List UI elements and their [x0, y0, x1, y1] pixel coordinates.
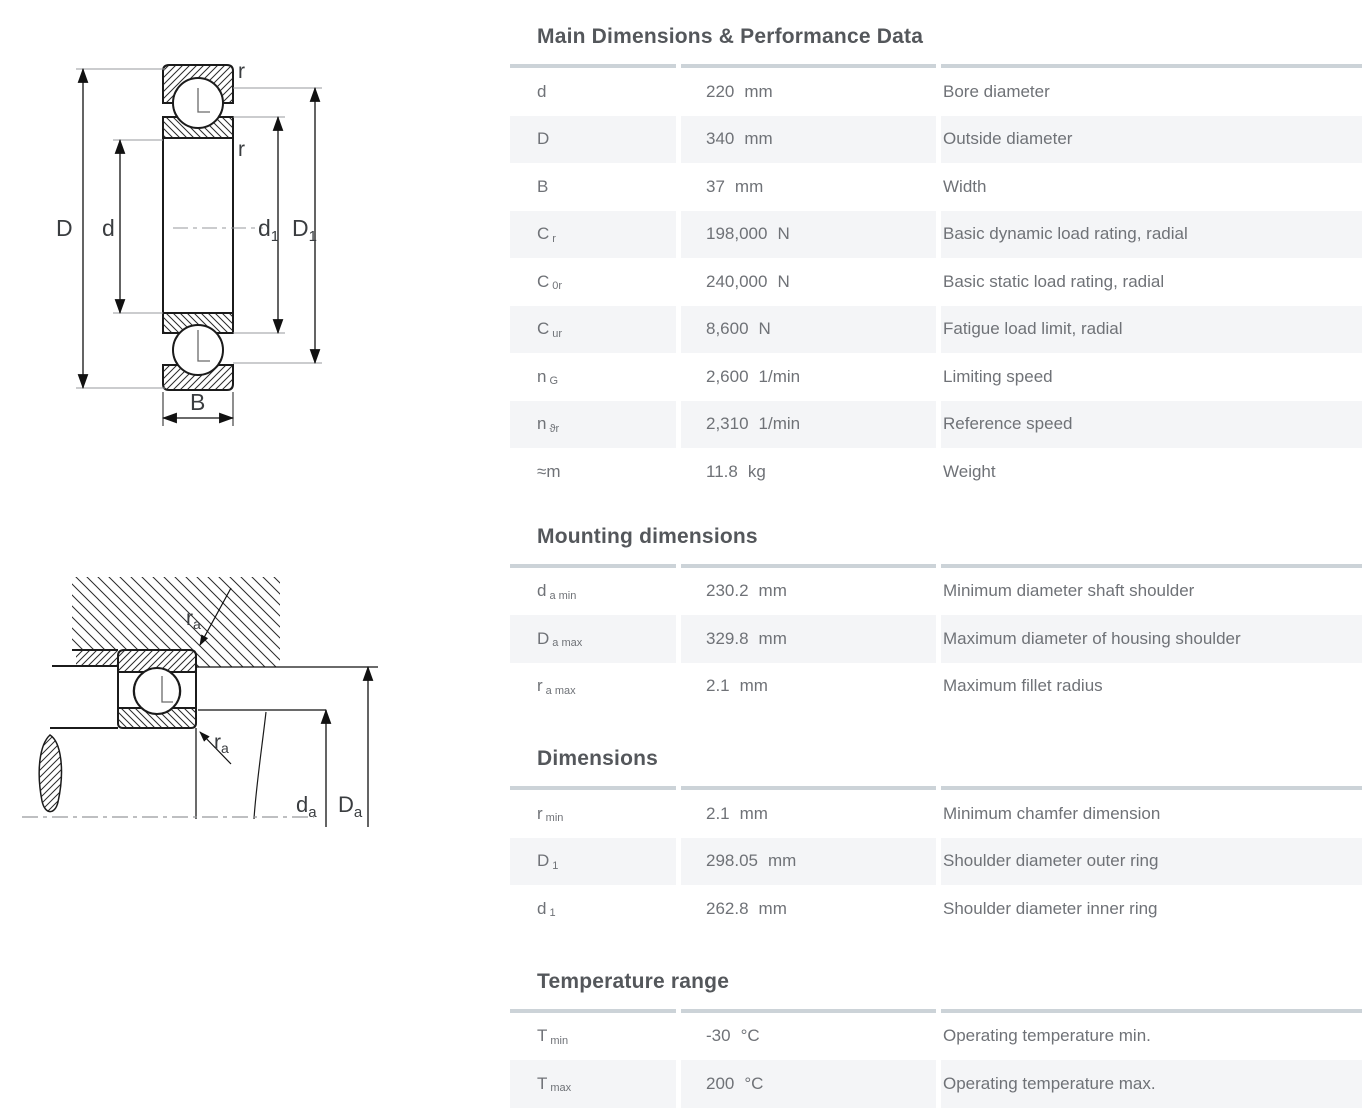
table-row: [510, 353, 1362, 401]
table-row: [510, 1013, 1362, 1061]
unit: °C: [744, 1073, 764, 1093]
symbol: D: [537, 129, 550, 149]
symbol-subscript: a max: [545, 684, 576, 697]
value-cell: [681, 885, 941, 933]
symbol-cell: [510, 790, 681, 838]
description-cell: [941, 790, 1362, 838]
value-cell: [681, 353, 941, 401]
symbol-subscript: 0r: [552, 280, 563, 293]
value-cell: [681, 1060, 941, 1108]
table-rows: [510, 568, 1362, 711]
dim-label-r-top: r: [238, 60, 245, 83]
value: -30: [706, 1026, 731, 1046]
unit: °C: [740, 1026, 760, 1046]
value: 240,000: [706, 271, 768, 291]
symbol-cell: [510, 68, 681, 116]
value-cell: [681, 68, 941, 116]
description: Minimum chamfer dimension: [943, 803, 1161, 823]
value: 2,600: [706, 366, 749, 386]
description-cell: [941, 258, 1362, 306]
symbol-cell: [510, 448, 681, 496]
dim-label-r-inner: r: [238, 138, 245, 161]
description-cell: [941, 448, 1362, 496]
value-cell: [681, 258, 941, 306]
symbol-cell: [510, 306, 681, 354]
bearing-in-mount: [118, 650, 196, 728]
table-row: [510, 663, 1362, 711]
unit: N: [758, 319, 771, 339]
value-cell: [681, 211, 941, 259]
value-cell: [681, 663, 941, 711]
value-cell: [681, 838, 941, 886]
unit: mm: [744, 129, 773, 149]
description-cell: [941, 885, 1362, 933]
symbol: D: [537, 851, 550, 871]
unit: mm: [739, 803, 768, 823]
table-row: [510, 448, 1362, 496]
symbol-cell: [510, 1013, 681, 1061]
value: 198,000: [706, 224, 768, 244]
value-cell: [681, 116, 941, 164]
symbol-cell: [510, 258, 681, 306]
value: 262.8: [706, 898, 749, 918]
description: Maximum fillet radius: [943, 676, 1103, 696]
unit: 1/min: [758, 414, 801, 434]
symbol-subscript: max: [550, 1082, 572, 1095]
symbol-subscript: ur: [552, 327, 563, 340]
table-row: [510, 401, 1362, 449]
table-row: [510, 116, 1362, 164]
dim-label-D1: $D_1$: [292, 215, 317, 245]
value-cell: [681, 615, 941, 663]
dim-label-Da: $D_a$: [338, 792, 363, 821]
value: 329.8: [706, 628, 749, 648]
dim-label-B: B: [190, 389, 206, 415]
symbol: ≈m: [537, 461, 561, 481]
symbol: D: [537, 628, 550, 648]
symbol-subscript: 1: [549, 907, 556, 920]
description-cell: [941, 353, 1362, 401]
symbol-cell: [510, 838, 681, 886]
unit: N: [777, 224, 790, 244]
symbol-subscript: ϑr: [549, 422, 560, 435]
section-title: Mounting dimensions: [537, 524, 758, 548]
value: 2,310: [706, 414, 749, 434]
symbol: d: [537, 898, 547, 918]
symbol-subscript: a min: [549, 589, 577, 602]
symbol-cell: [510, 401, 681, 449]
value: 298.05: [706, 851, 758, 871]
symbol: T: [537, 1026, 548, 1046]
value: 2.1: [706, 676, 730, 696]
symbol-cell: [510, 211, 681, 259]
table-rows: [510, 790, 1362, 933]
dim-label-ra-top: ra: [186, 607, 201, 632]
symbol: C: [537, 319, 550, 339]
table-row: [510, 68, 1362, 116]
description: Operating temperature min.: [943, 1026, 1151, 1046]
description-cell: [941, 1060, 1362, 1108]
symbol-cell: [510, 615, 681, 663]
value: 37: [706, 176, 725, 196]
unit: mm: [739, 676, 768, 696]
description-cell: [941, 163, 1362, 211]
table-row: [510, 258, 1362, 306]
symbol-subscript: 1: [552, 859, 559, 872]
value: 8,600: [706, 319, 749, 339]
unit: kg: [747, 461, 766, 481]
symbol: d: [537, 581, 547, 601]
description: Outside diameter: [943, 129, 1073, 149]
description: Shoulder diameter outer ring: [943, 851, 1159, 871]
symbol: C: [537, 224, 550, 244]
description: Basic static load rating, radial: [943, 271, 1165, 291]
symbol-cell: [510, 568, 681, 616]
symbol: d: [537, 81, 547, 101]
symbol-cell: [510, 116, 681, 164]
value-cell: [681, 163, 941, 211]
table-row: [510, 568, 1362, 616]
value: 340: [706, 129, 735, 149]
table-row: [510, 790, 1362, 838]
description-cell: [941, 1013, 1362, 1061]
description-cell: [941, 568, 1362, 616]
unit: 1/min: [758, 366, 801, 386]
bearing-cross-section-drawing: [40, 40, 400, 440]
table-row: [510, 163, 1362, 211]
description: Weight: [943, 461, 996, 481]
description: Operating temperature max.: [943, 1073, 1156, 1093]
table-rows: [510, 68, 1362, 496]
description-cell: [941, 615, 1362, 663]
section-title: Dimensions: [537, 747, 659, 770]
dim-label-da: $d_a$: [296, 792, 317, 821]
dim-label-ra-bottom: ra: [214, 731, 229, 756]
symbol-subscript: min: [545, 812, 564, 825]
symbol-subscript: a max: [552, 637, 583, 650]
description-cell: [941, 401, 1362, 449]
unit: mm: [734, 176, 764, 196]
symbol-subscript: G: [549, 375, 559, 388]
dim-label-D: D: [56, 215, 73, 241]
table-row: [510, 838, 1362, 886]
description: Maximum diameter of housing shoulder: [943, 628, 1241, 648]
description-cell: [941, 663, 1362, 711]
symbol-cell: [510, 663, 681, 711]
symbol: n: [537, 366, 547, 386]
table-section: [510, 525, 1362, 711]
value-cell: [681, 568, 941, 616]
dim-label-d: d: [102, 215, 115, 241]
table-row: [510, 615, 1362, 663]
symbol-cell: [510, 885, 681, 933]
description: Basic dynamic load rating, radial: [943, 224, 1188, 244]
unit: mm: [768, 851, 797, 871]
symbol: r: [537, 803, 543, 823]
value: 11.8: [706, 461, 738, 481]
section-title: Main Dimensions & Performance Data: [537, 25, 924, 48]
description-cell: [941, 68, 1362, 116]
symbol: n: [537, 414, 547, 434]
section-title: Temperature range: [537, 969, 730, 993]
symbol: r: [537, 676, 543, 696]
value: 230.2: [706, 581, 749, 601]
description: Minimum diameter shaft shoulder: [943, 581, 1195, 601]
description: Limiting speed: [943, 366, 1053, 386]
value: 220: [706, 81, 735, 101]
description-cell: [941, 116, 1362, 164]
datasheet-tables: [510, 0, 1362, 1108]
description: Fatigue load limit, radial: [943, 319, 1123, 339]
value-cell: [681, 448, 941, 496]
value: 2.1: [706, 803, 730, 823]
description: Reference speed: [943, 414, 1073, 434]
description: Bore diameter: [943, 81, 1050, 101]
unit: mm: [744, 81, 773, 101]
description: Shoulder diameter inner ring: [943, 898, 1158, 918]
description: Width: [943, 176, 987, 196]
description-cell: [941, 211, 1362, 259]
table-row: [510, 306, 1362, 354]
description-cell: [941, 838, 1362, 886]
value: 200: [706, 1073, 735, 1093]
value-cell: [681, 401, 941, 449]
value-cell: [681, 790, 941, 838]
symbol: B: [537, 176, 549, 196]
unit: mm: [758, 898, 787, 918]
table-row: [510, 885, 1362, 933]
table-rows: [510, 1013, 1362, 1108]
symbol-cell: [510, 163, 681, 211]
unit: mm: [758, 628, 787, 648]
table-section: [510, 970, 1362, 1108]
symbol-cell: [510, 353, 681, 401]
unit: N: [777, 271, 790, 291]
mounting-drawing: [10, 555, 400, 850]
symbol: C: [537, 271, 550, 291]
symbol-subscript: r: [552, 232, 556, 245]
dim-label-d1: $d_1$: [258, 215, 280, 245]
table-row: [510, 211, 1362, 259]
unit: mm: [758, 581, 787, 601]
value-cell: [681, 1013, 941, 1061]
description-cell: [941, 306, 1362, 354]
symbol: T: [537, 1073, 548, 1093]
table-section: [510, 25, 1362, 496]
value-cell: [681, 306, 941, 354]
table-section: [510, 747, 1362, 933]
symbol-cell: [510, 1060, 681, 1108]
table-row: [510, 1060, 1362, 1108]
symbol-subscript: min: [550, 1034, 569, 1047]
